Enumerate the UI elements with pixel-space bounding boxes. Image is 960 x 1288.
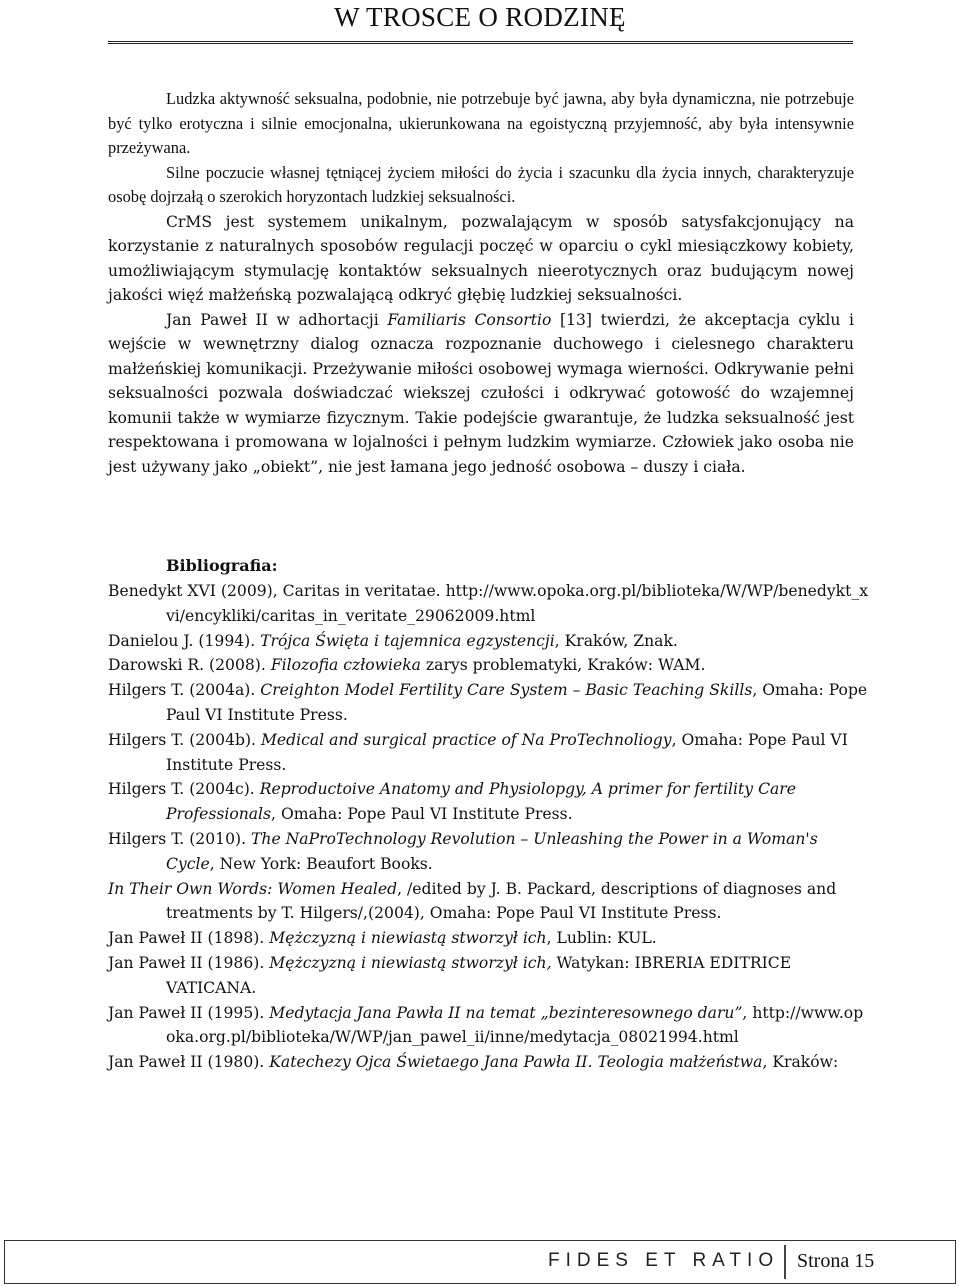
bibliography-entry xyxy=(108,629,868,654)
entry-author: Hilgers T. (2004c). xyxy=(108,780,260,799)
bibliography-entry xyxy=(108,728,868,778)
entry-author: Jan Paweł II (1986). xyxy=(108,953,270,972)
paragraph-1: Ludzka aktywność seksualna, podobnie, nie potrzebuje być jawna, aby była dynamiczna, nie potrzebuje być tylko erotyczna i silnie emocjonalna, ukierunkowana na egoistyczną przyjemność, aby była intensywnie przeżywana. xyxy=(108,89,854,157)
bibliography-entry xyxy=(108,678,868,728)
entry-link[interactable]: http://www.opoka.org.pl/biblioteka/W/WP/benedykt_xvi/encykliki/caritas_in_veritate_29062009.html xyxy=(166,582,868,625)
entry-title: Reproductoive Anatomy and Physiolopgy, A primer for fertility Care Professionals xyxy=(166,780,796,824)
entry-author: Jan Paweł II (1995). xyxy=(108,1003,270,1022)
entry-link[interactable]: http://www.opoka.org.pl/biblioteka/W/WP/jan_pawel_ii/inne/medytacja_08021994.html xyxy=(166,1003,864,1047)
header-rule xyxy=(108,41,853,44)
entry-title: Mężczyzną i niewiastą stworzył ich, xyxy=(269,953,552,972)
running-header: W TROSCE O RODZINĘ xyxy=(334,2,626,32)
page-number: Strona 15 xyxy=(797,1250,875,1272)
entry-title: Filozofia człowieka xyxy=(270,656,421,675)
entry-title: Mężczyzną i niewiastą stworzył ich xyxy=(269,929,547,948)
paragraph-4 xyxy=(108,308,854,480)
entry-publisher: , Omaha: Pope Paul VI Institute Press. xyxy=(271,805,573,824)
bibliography-entry xyxy=(108,579,868,629)
entry-title: Trójca Święta i tajemnica egzystencji xyxy=(260,631,555,650)
paragraph-2: Silne poczucie własnej tętniącej życiem miłości do życia i szacunku dla życia innych, charakteryzuje osobę dojrzałą o szerokich horyzontach ludzkiej seksualności. xyxy=(108,162,854,206)
entry-publisher: , New York: Beaufort Books. xyxy=(209,854,433,873)
entry-author: Hilgers T. (2010). xyxy=(108,829,251,848)
entry-author: Hilgers T. (2004a). xyxy=(108,681,261,700)
bibliography-entry xyxy=(108,653,868,678)
paragraph-4-lead: Jan Paweł II w adhortacji xyxy=(166,310,388,329)
paragraph-4-text: [13] twierdzi, że akceptacja cyklu i wejście w wewnętrzny dialog oznacza rozpoznanie duchowego i cielesnego charakteru małżeńskiej komunikacji. Przeżywanie miłości osobowej wymaga wierności. Odkrywanie pełni seksualności pozwala doświadczać wiekszej czułości i odkrywać gotowość do wzajemnej komunii także w wymiarze fizycznym. Takie podejście gwarantuje, że ludzka seksualność jest respektowana i promowana w lojalności i pełnym ludzkim wymiarze. Człowiek jako osoba nie jest używany jako „obiekt”, nie jest łamana jego jedność osobowa – duszy i ciała. xyxy=(108,310,855,476)
entry-title: Creighton Model Fertility Care System – Basic Teaching Skills xyxy=(260,681,753,700)
bibliography-heading: Bibliografia: xyxy=(166,556,278,575)
familiaris-consortio-title: Familiaris Consortio xyxy=(387,310,552,329)
article-body xyxy=(108,87,854,479)
bibliography-list xyxy=(108,579,868,1075)
bibliography-entry xyxy=(108,877,868,927)
entry-title: Medytacja Jana Pawła II na temat „bezinteresownego daru” xyxy=(269,1003,743,1022)
bibliography-entry xyxy=(108,827,868,877)
footer-brand: FIDES ET RATIO xyxy=(548,1250,780,1271)
entry-publisher: , Lublin: KUL. xyxy=(546,929,657,948)
entry-publisher: , Omaha: Pope Paul VI Institute Press. xyxy=(166,730,848,774)
entry-publisher: , Kraków, Znak. xyxy=(554,631,678,650)
entry-author: Danielou J. (1994). xyxy=(108,631,261,650)
page-footer xyxy=(4,1240,956,1284)
bibliography-entry xyxy=(108,1050,868,1075)
entry-author: Hilgers T. (2004b). xyxy=(108,730,261,749)
bibliography-entry xyxy=(108,1001,868,1051)
entry-text: Benedykt XVI (2009), Caritas in veritatae. xyxy=(108,582,441,600)
entry-publisher: , Kraków: xyxy=(762,1053,839,1072)
entry-publisher: Watykan: IBRERIA EDITRICE VATICANA. xyxy=(166,953,792,997)
entry-separator: , xyxy=(742,1003,753,1022)
entry-title: Katechezy Ojca Świetaego Jana Pawła II. Teologia małżeństwa xyxy=(269,1053,763,1072)
bibliography-entry xyxy=(108,951,868,1001)
entry-publisher: , Omaha: Pope Paul VI Institute Press. xyxy=(166,681,868,724)
entry-author: Darowski R. (2008). xyxy=(108,656,271,675)
entry-title: In Their Own Words: Women Healed xyxy=(108,879,398,898)
bibliography-entry xyxy=(108,777,868,827)
footer-divider xyxy=(784,1245,786,1279)
entry-title: The NaProTechnology Revolution – Unleashing the Power in a Woman's Cycle xyxy=(166,829,818,873)
bibliography-entry xyxy=(108,926,868,951)
entry-author: Jan Paweł II (1980). xyxy=(108,1053,270,1072)
entry-title: Medical and surgical practice of Na ProTechnoliogy xyxy=(260,730,672,749)
entry-author: Jan Paweł II (1898). xyxy=(108,929,270,948)
paragraph-3: CrMS jest systemem unikalnym, pozwalającym w sposób satysfakcjonujący na korzystanie z naturalnych sposobów regulacji poczęć w oparciu o cykl miesiączkowy kobiety, umożliwiającym stymulację kontaktów seksualnych nieerotycznych oraz budującym nowej jakości więź małżeńską pozwalającą odkryć głębię ludzkiej seksualności. xyxy=(108,212,854,304)
entry-publisher: , /edited by J. B. Packard, descriptions of diagnoses and treatments by T. Hilgers/,(2004), Omaha: Pope Paul VI Institute Press. xyxy=(166,879,837,923)
entry-publisher: zarys problematyki, Kraków: WAM. xyxy=(420,656,706,675)
